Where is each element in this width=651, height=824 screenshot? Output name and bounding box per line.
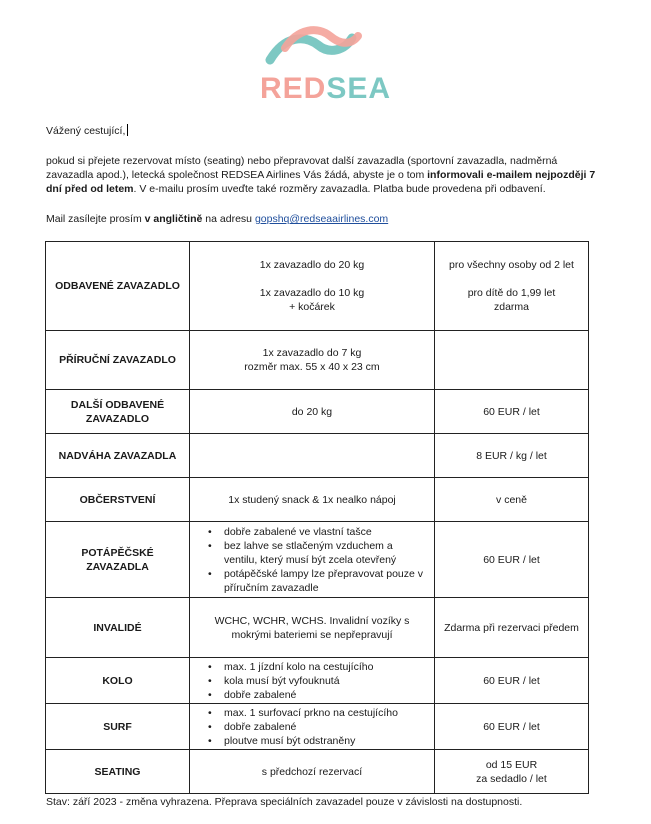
- row-label: SEATING: [46, 750, 190, 794]
- row-price: [435, 331, 589, 390]
- row-price: 8 EUR / kg / let: [435, 434, 589, 478]
- redsea-logo: [0, 0, 651, 115]
- row-details: WCHC, WCHR, WCHS. Invalidní vozíky s mokrými bateriemi se nepřepravují: [190, 598, 435, 658]
- text-cursor: [127, 124, 128, 136]
- list-item: • kola musí být vyfouknutá: [224, 674, 428, 688]
- row-label: DALŠÍ ODBAVENÉ ZAVAZADLO: [46, 390, 190, 434]
- row-details: 1x zavazadlo do 7 kg rozměr max. 55 x 40 x 23 cm: [190, 331, 435, 390]
- row-label: OBČERSTVENÍ: [46, 478, 190, 522]
- list-item: • dobře zabalené: [224, 720, 428, 734]
- row-label: PŘÍRUČNÍ ZAVAZADLO: [46, 331, 190, 390]
- mail-paragraph: Mail zasílejte prosím v angličtině na adresu gopshq@redseaairlines.com: [46, 213, 389, 225]
- table-row: [46, 704, 589, 750]
- list-item: • potápěčské lampy lze přepravovat pouze v příručním zavazadle: [224, 567, 428, 595]
- table-row: [46, 331, 589, 390]
- greeting: Vážený cestující,: [46, 124, 606, 138]
- list-item: • ploutve musí být odstraněny: [224, 734, 428, 748]
- row-details: 1x zavazadlo do 20 kg 1x zavazadlo do 10 kg + kočárek: [190, 242, 435, 331]
- table-row: [46, 658, 589, 704]
- list-item: • dobře zabalené ve vlastní tašce: [224, 525, 428, 539]
- row-details: [190, 658, 435, 704]
- email-link[interactable]: gopshq@redseaairlines.com: [254, 213, 389, 225]
- list-item: • max. 1 jízdní kolo na cestujícího: [224, 660, 428, 674]
- row-price: 60 EUR / let: [435, 522, 589, 598]
- table-row: [46, 750, 589, 794]
- row-price: 60 EUR / let: [435, 390, 589, 434]
- row-price: 60 EUR / let: [435, 658, 589, 704]
- row-label: INVALIDÉ: [46, 598, 190, 658]
- row-price: pro všechny osoby od 2 let pro dítě do 1,99 let zdarma: [435, 242, 589, 331]
- row-label: SURF: [46, 704, 190, 750]
- row-details: 1x studený snack & 1x nealko nápoj: [190, 478, 435, 522]
- row-label: KOLO: [46, 658, 190, 704]
- row-price: v ceně: [435, 478, 589, 522]
- table-row: [46, 522, 589, 598]
- table-row: [46, 242, 589, 331]
- table-row: [46, 434, 589, 478]
- row-details: [190, 522, 435, 598]
- list-item: • dobře zabalené: [224, 688, 428, 702]
- row-details: do 20 kg: [190, 390, 435, 434]
- footer-note: Stav: září 2023 - změna vyhrazena. Přeprava speciálních zavazadel pouze v závislosti na dostupnosti.: [46, 796, 523, 808]
- table-row: [46, 598, 589, 658]
- intro-paragraph: pokud si přejete rezervovat místo (seating) nebo přepravovat další zavazadla (sportovní zavazadla, nadměrná zavazadla apod.), letecká společnost REDSEA Airlines Vás žádá, abyste je o tom informovali e-mailem nejpozději 7 dní před od letem. V e-mailu prosím uveďte také rozměry zavazadla. Platba bude provedena při odbavení.: [46, 155, 596, 195]
- row-label: NADVÁHA ZAVAZADLA: [46, 434, 190, 478]
- row-label: POTÁPĚČSKÉ ZAVAZADLA: [46, 522, 190, 598]
- row-label: ODBAVENÉ ZAVAZADLO: [46, 242, 190, 331]
- row-price: 60 EUR / let: [435, 704, 589, 750]
- row-details: s předchozí rezervací: [190, 750, 435, 794]
- row-details: [190, 434, 435, 478]
- baggage-table: [45, 241, 589, 794]
- table-row: [46, 390, 589, 434]
- row-price: od 15 EUR za sedadlo / let: [435, 750, 589, 794]
- list-item: • max. 1 surfovací prkno na cestujícího: [224, 706, 428, 720]
- list-item: • bez lahve se stlačeným vzduchem a ventilu, který musí být zcela otevřený: [224, 539, 428, 567]
- logo-wordmark: REDSEA: [259, 72, 392, 105]
- row-details: [190, 704, 435, 750]
- table-row: [46, 478, 589, 522]
- row-price: Zdarma při rezervaci předem: [435, 598, 589, 658]
- wave-logo-icon: [0, 0, 651, 80]
